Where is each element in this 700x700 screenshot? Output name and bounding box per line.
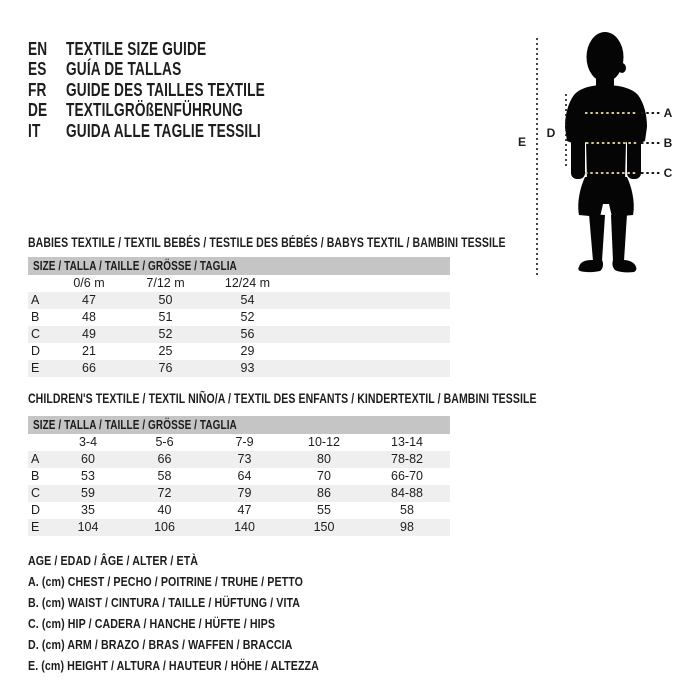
table-cell: 47: [82, 293, 96, 307]
table-cell: 48: [82, 310, 96, 324]
child-silhouette: [565, 32, 647, 272]
table-row-d: [28, 343, 450, 360]
table-cell: 56: [240, 327, 255, 341]
table-row-d: [28, 502, 450, 519]
measurement-legend: [28, 550, 383, 676]
row-label: B: [31, 310, 40, 324]
babies-table-header-bar: [28, 257, 450, 275]
table-row-a: [28, 451, 450, 468]
table-row-e: [28, 360, 450, 377]
row-label: D: [31, 344, 41, 358]
table-cell: 29: [240, 344, 255, 358]
language-row-de: [28, 100, 265, 120]
size-header-label: SIZE / TALLA / TAILLE / GRÖSSE / TAGLIA: [33, 259, 237, 273]
table-cell: 47: [237, 503, 252, 517]
table-cell: 60: [81, 452, 95, 466]
table-cell: 49: [82, 327, 96, 341]
column-header: 0/6 m: [73, 276, 105, 290]
table-cell: 66: [157, 452, 172, 466]
column-header: 10-12: [308, 435, 340, 449]
table-cell: 40: [157, 503, 172, 517]
table-row-c: [28, 326, 450, 343]
table-row-b: [28, 309, 450, 326]
babies-section-title: BABIES TEXTILE / TEXTIL BEBÉS / TESTILE DES BÉBÉS / BABYS TEXTIL / BAMBINI TESSILE: [28, 235, 506, 250]
table-cell: 104: [77, 520, 99, 534]
language-row-en: [28, 39, 265, 59]
legend-height: E. (cm) HEIGHT / ALTURA / HAUTEUR / HÖHE / ALTEZZA: [28, 658, 319, 673]
table-cell: 78-82: [391, 452, 423, 466]
measure-label-c: C: [663, 166, 673, 180]
language-code: IT: [28, 120, 41, 141]
table-cell: 140: [234, 520, 255, 534]
column-header: 7/12 m: [146, 276, 185, 290]
table-cell: 25: [158, 344, 173, 358]
size-header-label: SIZE / TALLA / TAILLE / GRÖSSE / TAGLIA: [33, 418, 237, 432]
table-cell: 106: [154, 520, 175, 534]
language-row-fr: [28, 80, 265, 100]
legend-age: AGE / EDAD / ÂGE / ALTER / ETÀ: [28, 553, 199, 568]
table-cell: 66-70: [391, 469, 423, 483]
row-label: C: [31, 486, 41, 500]
table-cell: 58: [157, 469, 172, 483]
measure-label-e: E: [517, 135, 527, 149]
row-label: D: [31, 503, 41, 517]
language-row-es: [28, 59, 265, 79]
table-cell: 72: [157, 486, 172, 500]
table-row-c: [28, 485, 450, 502]
table-cell: 51: [158, 310, 173, 324]
children-size-table: [28, 416, 450, 536]
table-cell: 35: [81, 503, 95, 517]
babies-size-table: [28, 257, 450, 377]
language-code: FR: [28, 79, 47, 100]
child-measurement-figure: [485, 15, 700, 285]
legend-arm: D. (cm) ARM / BRAZO / BRAS / WAFFEN / BRACCIA: [28, 637, 293, 652]
table-cell: 150: [313, 520, 335, 534]
row-label: E: [31, 361, 40, 375]
table-cell: 64: [237, 469, 252, 483]
table-cell: 52: [158, 327, 173, 341]
row-label: A: [31, 452, 40, 466]
language-title-list: [28, 39, 265, 141]
table-cell: 70: [317, 469, 331, 483]
table-cell: 54: [240, 293, 255, 307]
measure-label-a: A: [663, 106, 673, 120]
table-cell: 76: [158, 361, 173, 375]
table-cell: 98: [400, 520, 414, 534]
table-cell: 58: [400, 503, 414, 517]
table-cell: 21: [82, 344, 96, 358]
table-cell: 59: [81, 486, 95, 500]
language-code: ES: [28, 59, 47, 80]
guide-title-es: GUÍA DE TALLAS: [66, 59, 182, 80]
legend-waist: B. (cm) WAIST / CINTURA / TAILLE / HÜFTUNG / VITA: [28, 595, 301, 610]
table-cell: 52: [240, 310, 255, 324]
table-cell: 66: [82, 361, 96, 375]
column-header: 3-4: [78, 435, 98, 449]
children-table-header-bar: [28, 416, 450, 434]
table-row-a: [28, 292, 450, 309]
row-label: A: [31, 293, 40, 307]
measure-label-b: B: [663, 136, 673, 150]
legend-hip: C. (cm) HIP / CADERA / HANCHE / HÜFTE / HIPS: [28, 616, 276, 631]
table-cell: 53: [81, 469, 95, 483]
table-row-e: [28, 519, 450, 536]
table-row-b: [28, 468, 450, 485]
column-header: 5-6: [155, 435, 174, 449]
language-code: DE: [28, 100, 48, 121]
legend-chest: A. (cm) CHEST / PECHO / POITRINE / TRUHE / PETTO: [28, 574, 304, 589]
guide-title-de: TEXTILGRÖßENFÜHRUNG: [66, 100, 243, 121]
row-label: B: [31, 469, 40, 483]
children-column-header-row: [28, 434, 450, 451]
guide-title-it: GUIDA ALLE TAGLIE TESSILI: [66, 120, 261, 141]
table-cell: 73: [237, 452, 252, 466]
language-row-it: [28, 121, 265, 141]
column-header: 13-14: [391, 435, 423, 449]
table-cell: 80: [317, 452, 331, 466]
table-cell: 84-88: [391, 486, 423, 500]
table-cell: 93: [240, 361, 255, 375]
row-label: C: [31, 327, 41, 341]
table-cell: 86: [317, 486, 331, 500]
table-cell: 79: [237, 486, 252, 500]
measure-label-d: D: [546, 126, 556, 140]
row-label: E: [31, 520, 40, 534]
children-section-title: CHILDREN'S TEXTILE / TEXTIL NIÑO/A / TEXTIL DES ENFANTS / KINDERTEXTIL / BAMBINI TESSILE: [28, 391, 537, 406]
guide-title-en: TEXTILE SIZE GUIDE: [66, 39, 207, 59]
language-code: EN: [28, 39, 48, 59]
babies-column-header-row: [28, 275, 450, 292]
column-header: 12/24 m: [224, 276, 271, 290]
column-header: 7-9: [235, 435, 254, 449]
guide-title-fr: GUIDE DES TAILLES TEXTILE: [66, 79, 265, 100]
table-cell: 55: [317, 503, 331, 517]
table-cell: 50: [158, 293, 173, 307]
